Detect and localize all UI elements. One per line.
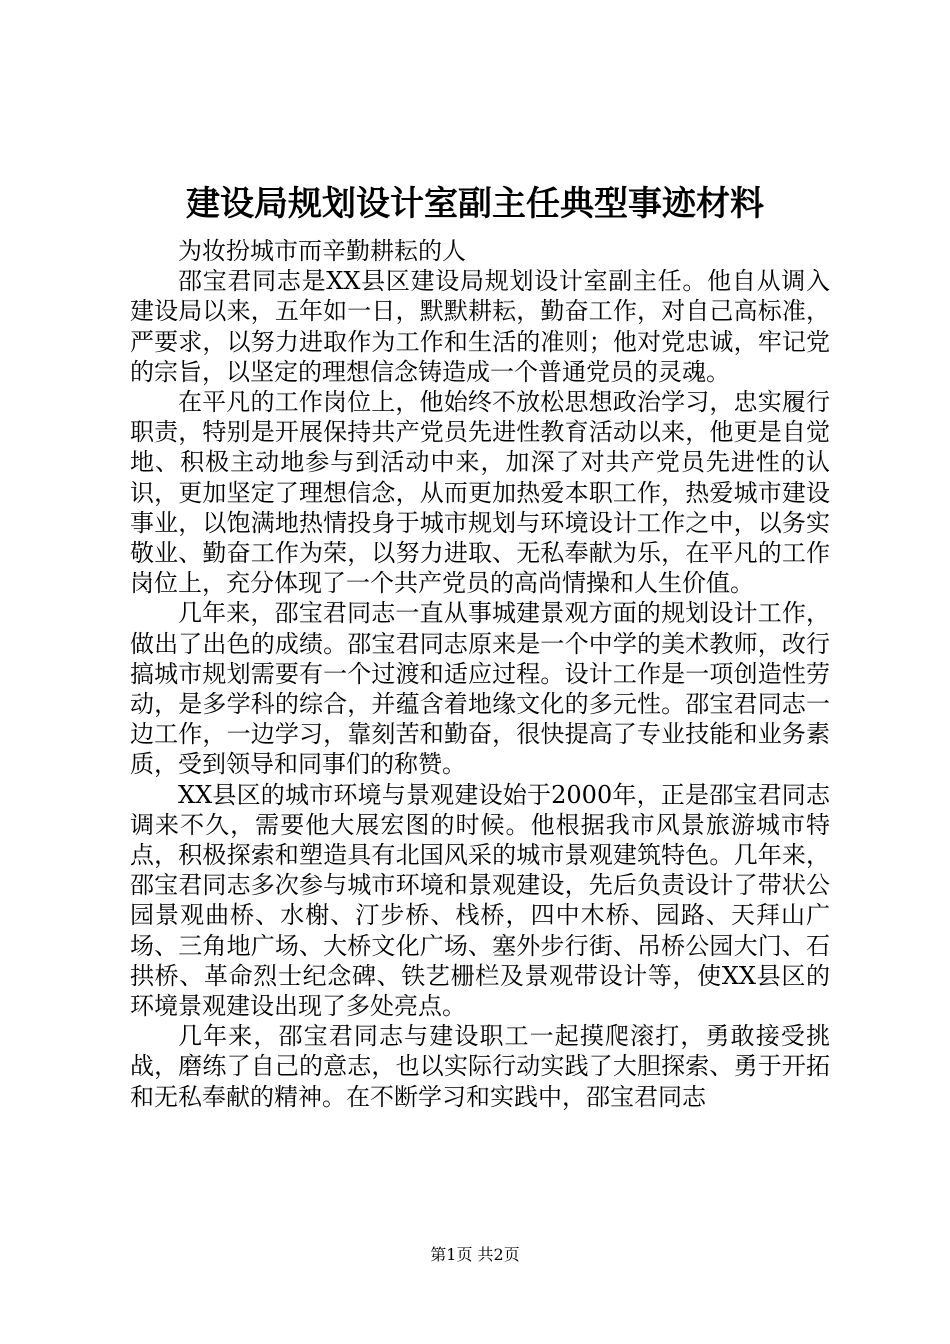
document-subtitle: 为妆扮城市而辛勤耕耘的人 — [178, 237, 466, 265]
paragraph: 在平凡的工作岗位上，他始终不放松思想政治学习，忠实履行职责，特别是开展保持共产党员先进性教育活动以来，他更是自觉地、积极主动地参与到活动中来，加深了对共产党员先进性的认识，更加坚定了理想信念，从而更加热爱本职工作，热爱城市建设事业，以饱满地热情投身于城市规划与环境设计工作之中，以务实敬业、勤奋工作为荣，以努力进取、无私奉献为乐，在平凡的工作岗位上，充分体现了一个共产党员的高尚情操和人生价值。 — [130, 388, 830, 598]
document-title: 建设局规划设计室副主任典型事迹材料 — [186, 184, 764, 224]
paragraph: 几年来，邵宝君同志一直从事城建景观方面的规划设计工作，做出了出色的成绩。邵宝君同志原来是一个中学的美术教师，改行搞城市规划需要有一个过渡和适应过程。设计工作是一项创造性劳动，是多学科的综合，并蕴含着地缘文化的多元性。邵宝君同志一边工作，一边学习，靠刻苦和勤奋，很快提高了专业技能和业务素质，受到领导和同事们的称赞。 — [130, 599, 830, 779]
document-body — [130, 236, 830, 1112]
paragraph: 邵宝君同志是XX县区建设局规划设计室副主任。他自从调入建设局以来，五年如一日，默默耕耘，勤奋工作，对自己高标准，严要求，以努力进取作为工作和生活的准则；他对党忠诚，牢记党的宗旨，以坚定的理想信念铸造成一个普通党员的灵魂。 — [130, 267, 830, 386]
page-footer: 第1页 共2页 — [430, 1245, 520, 1264]
paragraph: 几年来，邵宝君同志与建设职工一起摸爬滚打，勇敢接受挑战，磨练了自己的意志，也以实际行动实践了大胆探索、勇于开拓和无私奉献的精神。在不断学习和实践中，邵宝君同志 — [130, 1022, 830, 1111]
paragraph: XX县区的城市环境与景观建设始于2000年，正是邵宝君同志调来不久，需要他大展宏图的时候。他根据我市风景旅游城市特点，积极探索和塑造具有北国风采的城市景观建筑特色。几年来，邵宝君同志多次参与城市环境和景观建设，先后负责设计了带状公园景观曲桥、水榭、汀步桥、栈桥，四中木桥、园路、天拜山广场、三角地广场、大桥文化广场、塞外步行街、吊桥公园大门、石拱桥、革命烈士纪念碑、铁艺栅栏及景观带设计等，使XX县区的环境景观建设出现了多处亮点。 — [130, 780, 830, 1021]
